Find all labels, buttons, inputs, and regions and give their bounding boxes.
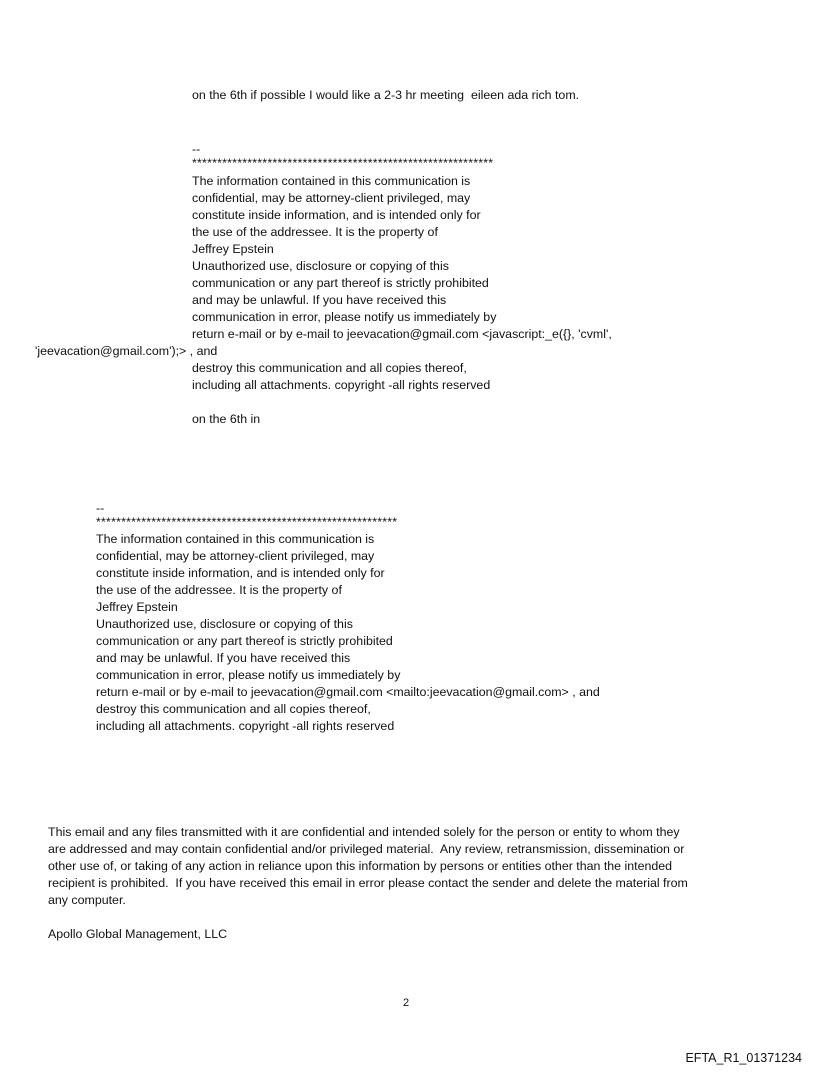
email2-disclaimer-line: constitute inside information, and is intended only for [96, 566, 385, 580]
email1-disclaimer-line: destroy this communication and all copies thereof, [192, 361, 467, 375]
email1-wrapped-line: 'jeevacation@gmail.com');> , and [35, 344, 218, 358]
company-name: Apollo Global Management, LLC [48, 927, 228, 941]
document-id: EFTA_R1_01371234 [685, 1051, 802, 1065]
email2-disclaimer-line: Jeffrey Epstein [96, 600, 178, 614]
email1-disclaimer-line: communication or any part thereof is strictly prohibited [192, 276, 489, 290]
footer-notice-line: any computer. [48, 893, 126, 907]
email2-disclaimer-line: The information contained in this communication is [96, 532, 375, 546]
email2-disclaimer-line: including all attachments. copyright -all rights reserved [96, 719, 395, 733]
email2-disclaimer-line: return e-mail or by e-mail to jeevacation@gmail.com <mailto:jeevacation@gmail.com> , and [96, 685, 600, 699]
page-number: 2 [403, 997, 410, 1009]
footer-notice-line: other use of, or taking of any action in reliance upon this information by persons or entities other than the intended [48, 859, 673, 873]
footer-notice-line: recipient is prohibited. If you have received this email in error please contact the sender and delete the material from [48, 876, 688, 890]
email1-intro: on the 6th if possible I would like a 2-3 hr meeting eileen ada rich tom. [192, 88, 580, 102]
email2-disclaimer-line: communication or any part thereof is strictly prohibited [96, 634, 393, 648]
email2-disclaimer-line: communication in error, please notify us immediately by [96, 668, 401, 682]
email2-disclaimer-line: destroy this communication and all copies thereof, [96, 702, 371, 716]
email2-disclaimer-line: and may be unlawful. If you have received this [96, 651, 351, 665]
footer-notice-line: are addressed and may contain confidential and/or privileged material. Any review, retransmission, dissemination or [48, 842, 685, 856]
email1-disclaimer-line: including all attachments. copyright -all rights reserved [192, 378, 491, 392]
footer-notice-line: This email and any files transmitted with it are confidential and intended solely for the person or entity to whom they [48, 825, 680, 839]
email1-disclaimer-line: return e-mail or by e-mail to jeevacation@gmail.com <javascript:_e({}, 'cvml', [192, 327, 612, 341]
email1-outro: on the 6th in [192, 412, 261, 426]
email1-disclaimer-line: communication in error, please notify us immediately by [192, 310, 497, 324]
email1-disclaimer-line: constitute inside information, and is intended only for [192, 208, 481, 222]
email1-disclaimer-line: and may be unlawful. If you have received this [192, 293, 447, 307]
email2-disclaimer-line: the use of the addressee. It is the property of [96, 583, 342, 597]
email1-disclaimer-line: confidential, may be attorney-client privileged, may [192, 191, 471, 205]
email2-stars: ************************************************************ [96, 515, 398, 529]
email1-disclaimer-line: the use of the addressee. It is the property of [192, 225, 438, 239]
email2-disclaimer-line: Unauthorized use, disclosure or copying of this [96, 617, 353, 631]
email2-disclaimer-line: confidential, may be attorney-client privileged, may [96, 549, 375, 563]
email1-separator: -- [192, 142, 201, 156]
email1-disclaimer-line: Unauthorized use, disclosure or copying of this [192, 259, 449, 273]
email1-stars: ************************************************************ [192, 156, 494, 170]
email1-disclaimer-line: The information contained in this communication is [192, 174, 471, 188]
email1-disclaimer-line: Jeffrey Epstein [192, 242, 274, 256]
email2-separator: -- [96, 501, 105, 515]
